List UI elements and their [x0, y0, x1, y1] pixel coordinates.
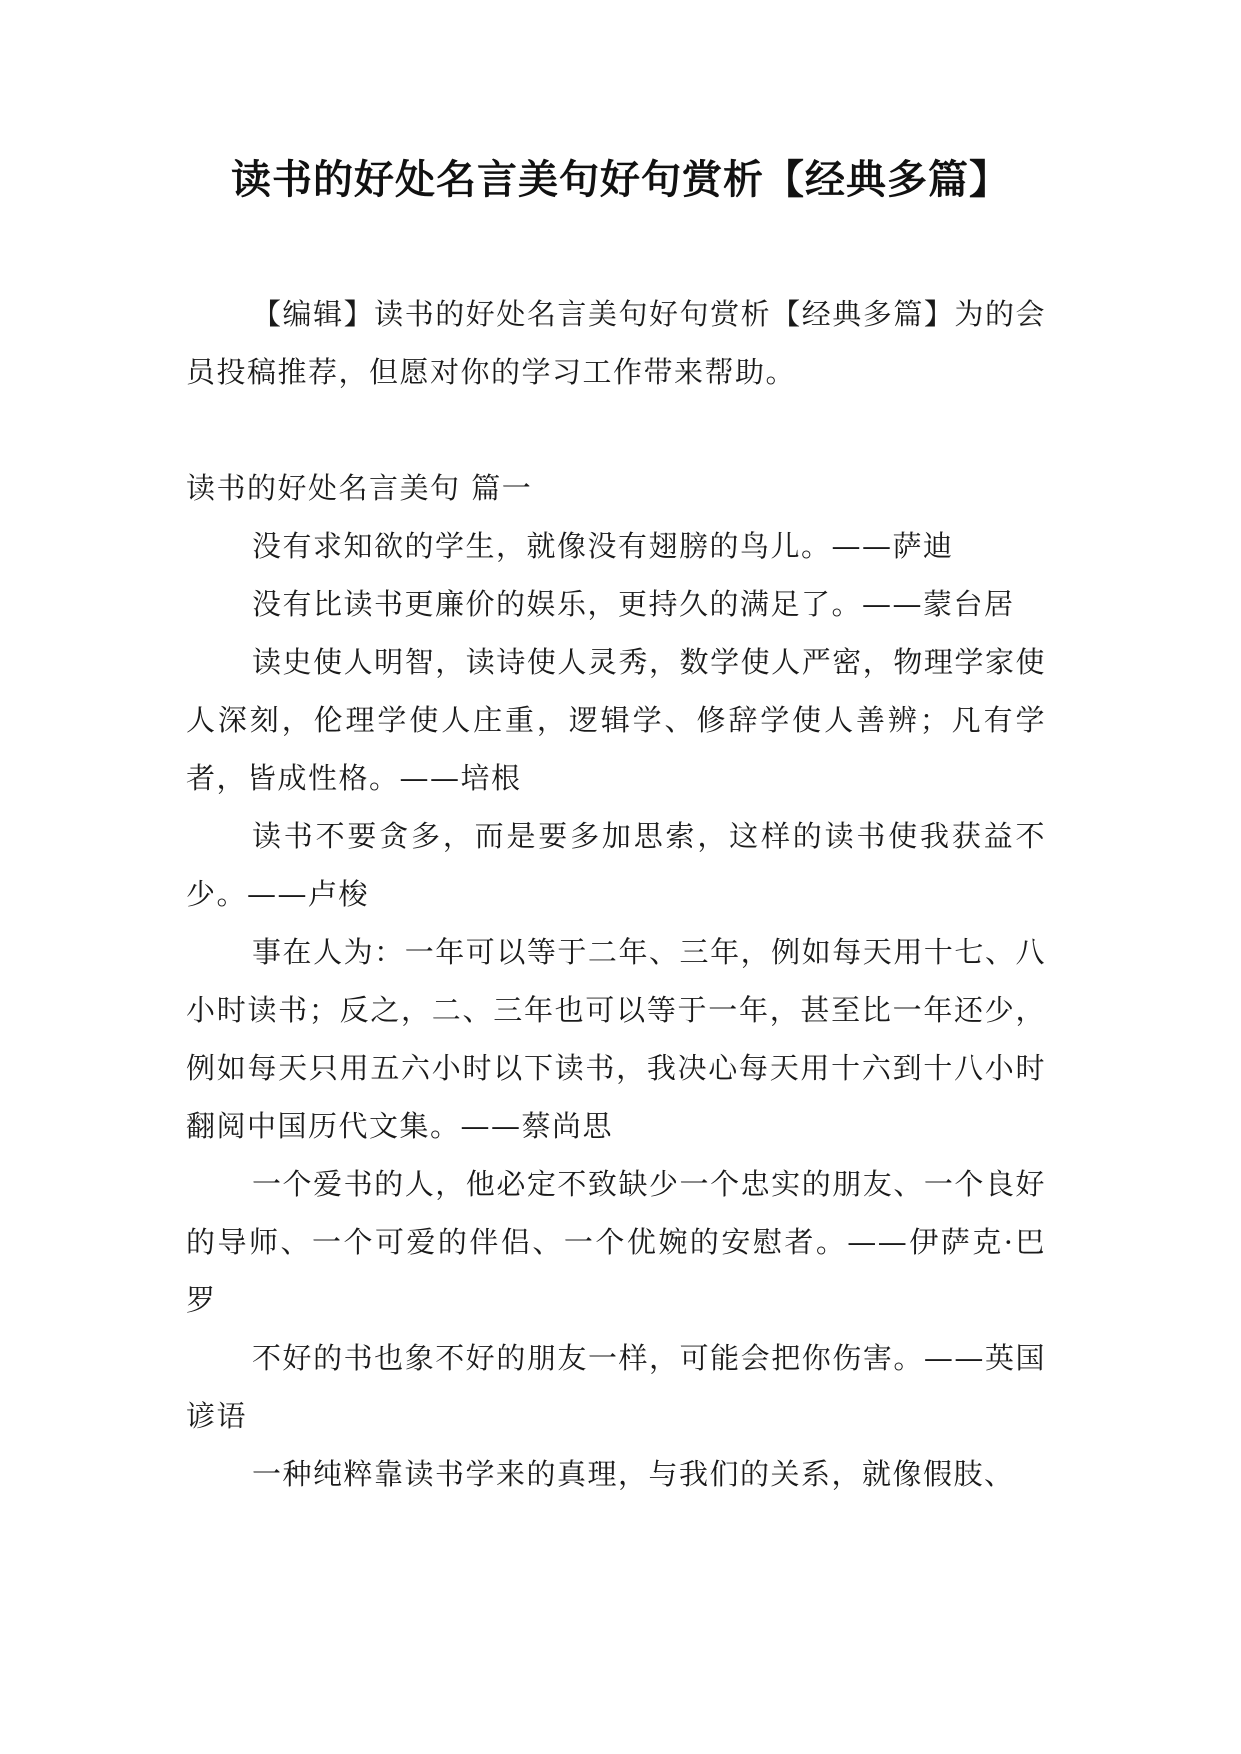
- intro-paragraph: 【编辑】读书的好处名言美句好句赏析【经典多篇】为的会员投稿推荐，但愿对你的学习工作带来帮助。: [186, 297, 1046, 389]
- paragraph-spacer: [186, 401, 1046, 459]
- quote-paragraph: 不好的书也象不好的朋友一样，可能会把你伤害。——英国谚语: [186, 1341, 1046, 1433]
- quote-paragraph: 没有比读书更廉价的娱乐，更持久的满足了。——蒙台居: [252, 587, 1015, 621]
- quote-paragraph: 事在人为：一年可以等于二年、三年，例如每天用十七、八小时读书；反之，二、三年也可以等于一年，甚至比一年还少，例如每天只用五六小时以下读书，我决心每天用十六到十八小时翻阅中国历代文集。——蔡尚思: [186, 935, 1046, 1143]
- document-title: 读书的好处名言美句好句赏析【经典多篇】: [231, 157, 1010, 203]
- quote-paragraph: 一个爱书的人，他必定不致缺少一个忠实的朋友、一个良好的导师、一个可爱的伴侣、一个优婉的安慰者。——伊萨克·巴罗: [186, 1167, 1046, 1317]
- quote-paragraph: 一种纯粹靠读书学来的真理，与我们的关系，就像假肢、: [252, 1457, 1015, 1491]
- quote-paragraph: 读书不要贪多，而是要多加思索，这样的读书使我获益不少。——卢梭: [186, 819, 1046, 911]
- section-heading: 读书的好处名言美句 篇一: [186, 471, 533, 505]
- document-body: [186, 285, 1046, 1503]
- quote-paragraph: 没有求知欲的学生，就像没有翅膀的鸟儿。——萨迪: [252, 529, 954, 563]
- quote-paragraph: 读史使人明智，读诗使人灵秀，数学使人严密，物理学家使人深刻，伦理学使人庄重，逻辑学、修辞学使人善辨；凡有学者，皆成性格。——培根: [186, 645, 1046, 795]
